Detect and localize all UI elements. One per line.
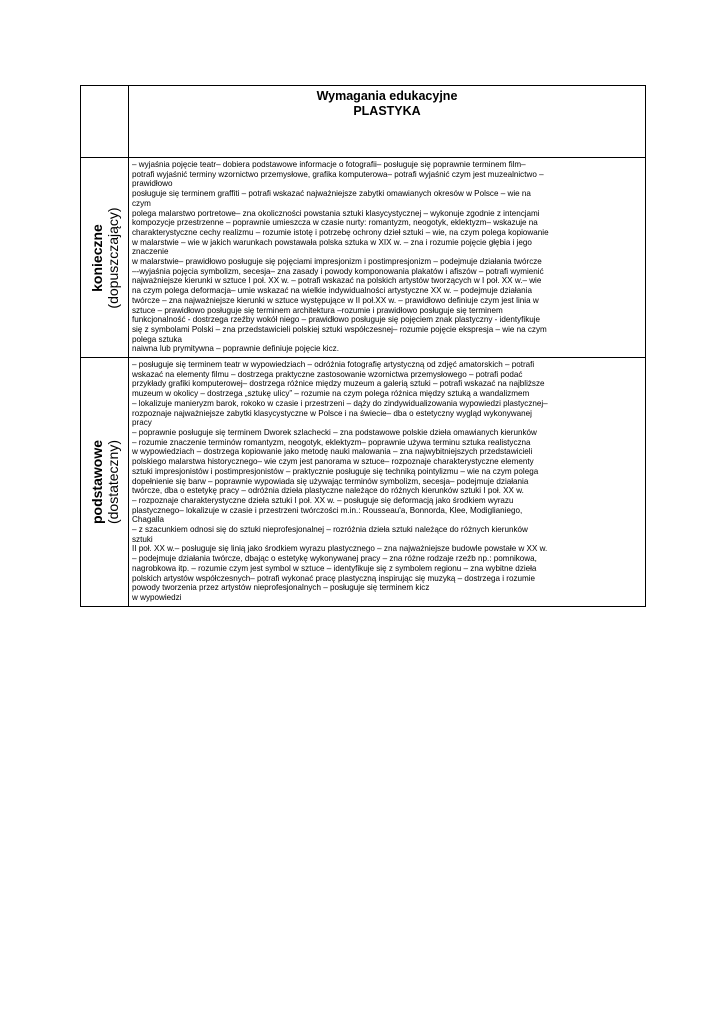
requirement-line: muzeum w okolicy – dostrzega „sztukę ulicy” – rozumie na czym polega różnica między sztuką a wandalizmem (132, 389, 530, 399)
requirement-line: – rozumie znaczenie terminów romantyzm, neogotyk, eklektyzm– poprawnie używa terminu sztuka realistyczna (132, 437, 531, 447)
requirement-line: polega sztuka (132, 334, 182, 344)
grade-label (89, 440, 121, 524)
requirement-line: dopełnienie się barw – poprawnie wypowiada się używając terminów symbolizm, secesja– podejmuje działania (132, 476, 529, 486)
requirement-line: najważniejsze kierunki w sztuce I poł. XX w. – potrafi wskazać na polskich artystów tworzących w I poł. XX w.– wie (132, 276, 542, 286)
requirement-line: funkcjonalność - dostrzega rzeźby wokół niego – prawidłowo posługuje się pojęciem znak plastyczny - identyfikuje (132, 315, 541, 325)
requirement-line: naiwna lub prymitywna – poprawnie definiuje pojęcie kicz. (132, 344, 339, 354)
header-row (81, 86, 646, 158)
requirement-line: pracy (132, 418, 152, 428)
requirement-line: prawidłowo (132, 179, 173, 189)
requirement-line: – z szacunkiem odnosi się do sztuki nieprofesjonalnej – rozróżnia dzieła sztuki należące do różnych kierunków (132, 525, 528, 535)
requirement-line: w malarstwie – wie w jakich warunkach powstawała polska sztuka w XIX w. – zna i rozumie pojęcie głębia i jego (132, 237, 532, 247)
section-row-podstawowe (81, 358, 646, 607)
grade-label-main: konieczne (88, 223, 105, 292)
requirement-line: w wypowiedziach – dostrzega kopiowanie jako metodę nauki malowania – zna najwybitniejszych przedstawicieli (132, 447, 533, 457)
requirement-line: posługuje się terminem graffiti – potrafi wskazać najważniejsze zabytki omawianych okresów w Polsce – wie na (132, 189, 531, 199)
requirement-line: charakterystyczne cechy realizmu – rozumie istotę i potrzebę ochrony dzieł sztuki – wie, na czym polega kopiowanie (132, 227, 549, 237)
requirement-line: potrafi wyjaśnić terminy wzornictwo przemysłowe, grafika komputerowa– potrafi wyjaśnić czym jest muzealnictwo – (132, 169, 544, 179)
requirement-line: rozpoznaje najważniejsze zabytki klasycystyczne w Polsce i na świecie– dba o estetyczny wygląd wykonywanej (132, 408, 532, 418)
grade-label-sub: (dopuszczający) (104, 206, 121, 309)
requirement-line: – wyjaśnia pojęcie teatr– dobiera podstawowe informacje o fotografii– posługuje się poprawnie terminem film– (132, 160, 526, 169)
requirement-line: polskiego malarstwa historycznego– wie czym jest panorama w sztuce– rozpoznaje charakterystyczne elementy (132, 457, 534, 467)
subject-title: PLASTYKA (353, 104, 421, 118)
requirement-line: – rozpoznaje charakterystyczne dzieła sztuki I poł. XX w. – posługuje się deformacją jako środkiem wyrazu (132, 495, 514, 505)
requirement-line: powody tworzenia przez artystów nieprofesjonalnych – posługuje się terminem kicz (132, 583, 430, 593)
requirement-line: – posługuje się terminem teatr w wypowiedziach – odróżnia fotografię artystyczną od zdjęć amatorskich – potrafi (132, 360, 535, 370)
requirement-line: sztuki impresjonistów i postimpresjonistów – praktycznie posługuje się techniką pointylizmu – wie na czym polega (132, 466, 539, 476)
requirement-line: polega malarstwo portretowe– zna okoliczności powstania sztuki klasycystycznej – wykonuje zgodnie z intencjami (132, 208, 540, 218)
requirement-line: sztuki (132, 534, 153, 544)
requirement-line: –-wyjaśnia pojęcia symbolizm, secesja– zna zasady i powody komponowania plakatów i afiszów – potrafi wymienić (132, 266, 544, 276)
header-empty-cell (81, 86, 129, 158)
grade-label-main: podstawowe (88, 439, 105, 524)
requirements-table (80, 85, 646, 607)
grade-label-cell (81, 358, 129, 607)
document-title: Wymagania edukacyjne (316, 89, 458, 103)
grade-label-cell (81, 158, 129, 358)
grade-label-sub: (dostateczny) (104, 439, 121, 524)
section-row-konieczne (81, 158, 646, 358)
requirement-line: nagrobkowa itp. – rozumie czym jest symbol w sztuce – identyfikuje się z symbolem regionu – zna wybitne dzieła (132, 563, 537, 573)
requirement-line: się z symbolami Polski – zna przedstawicieli polskiej sztuki współczesnej– rozumie pojęcie ekspresja – wie na czym (132, 324, 547, 334)
requirement-line: twórcze – zna najważniejsze kierunki w sztuce występujące w II poł.XX w. – prawidłowo definiuje czym jest linia w (132, 295, 539, 305)
requirement-line: plastycznego– lokalizuje w czasie i przestrzeni twórczości m.in.: Rousseau'a, Bonnorda, Klee, Modiglianiego, (132, 505, 523, 515)
requirement-line: – poprawnie posługuje się terminem Dworek szlachecki – zna podstawowe polskie dzieła omawianych kierunków (132, 427, 537, 437)
requirement-line: znaczenie (132, 247, 169, 257)
requirement-line: czym (132, 198, 151, 208)
requirement-line: przykłady grafiki komputerowej– dostrzega różnice między muzeum a galerią sztuki – potrafi wskazać na najbliższe (132, 379, 545, 389)
requirements-text-cell (129, 358, 646, 607)
requirement-line: twórcze, dba o estetykę pracy – odróżnia dzieła plastyczne należące do różnych kierunków sztuki I poł. XX w. (132, 486, 524, 496)
title-cell (129, 86, 646, 158)
requirement-line: – lokalizuje manieryzm barok, rokoko w czasie i przestrzeni – dąży do zindywidualizowania wypowiedzi plastycznej– (132, 398, 548, 408)
requirement-line: kompozycje przestrzenne – poprawnie umieszcza w czasie nurty: romantyzm, neogotyk, eklektyzm– wskazuje na (132, 218, 538, 228)
requirement-line: sztuce – prawidłowo posługuje się terminem architektura –rozumie i prawidłowo posługuje się terminem (132, 305, 503, 315)
requirement-line: II poł. XX w.– posługuje się linią jako środkiem wyrazu plastycznego – zna najważniejsze budowle powstałe w XX w. (132, 544, 548, 554)
requirement-line: w malarstwie– prawidłowo posługuje się pojęciami impresjonizm i postimpresjonizm – podejmuje działania twórcze (132, 257, 542, 267)
grade-label (89, 207, 121, 308)
requirement-line: – podejmuje działania twórcze, dbając o estetykę wykonywanej pracy – zna różne rodzaje rzeźb np.: pomnikowa, (132, 554, 537, 564)
requirement-line: polskich artystów współczesnych– potrafi wykonać pracę plastyczną inspirując się muzyką – dostrzega i rozumie (132, 573, 536, 583)
requirement-line: Chagalla (132, 515, 164, 525)
requirements-text-cell (129, 158, 646, 358)
requirement-line: wskazać na elementy filmu – dostrzega praktyczne zastosowanie wzornictwa przemysłowego – potrafi podać (132, 369, 523, 379)
requirement-line: na czym polega deformacja– umie wskazać na wielkie indywidualności artystyczne XX w. – podejmuje działania (132, 286, 532, 296)
requirement-line: w wypowiedzi (132, 592, 182, 602)
